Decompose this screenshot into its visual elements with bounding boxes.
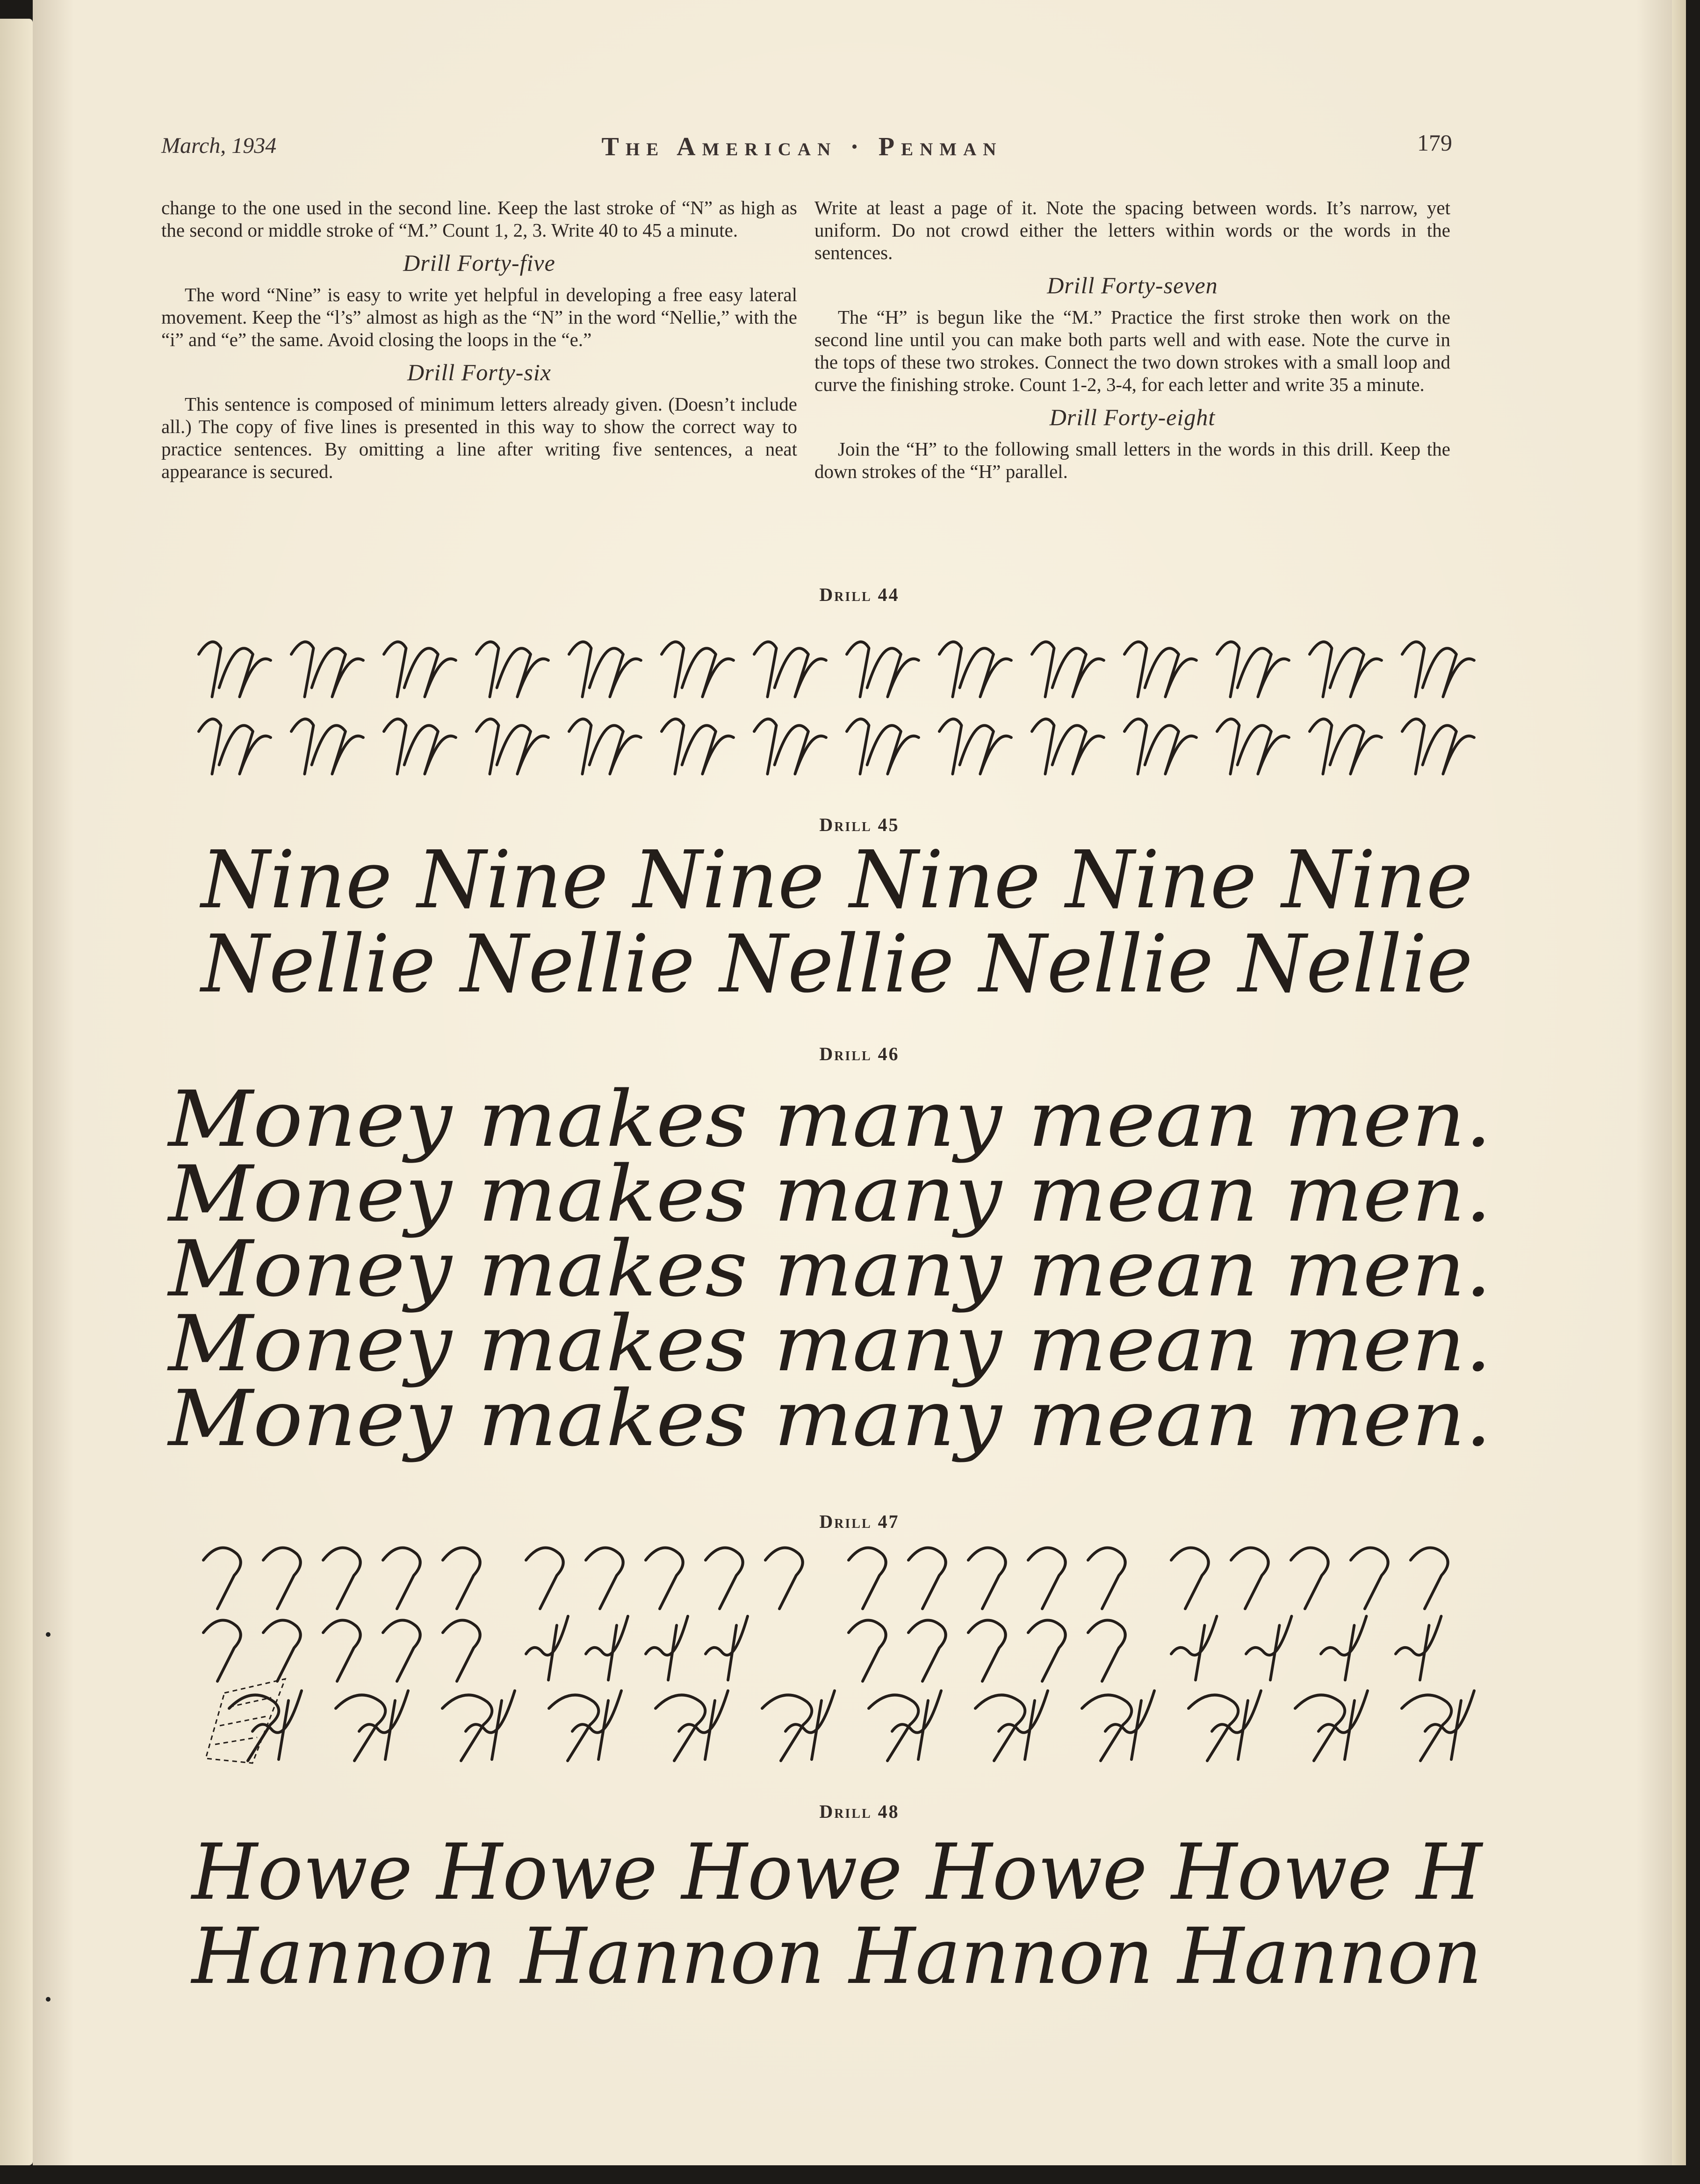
n-stroke [939, 642, 1011, 697]
h-cross-stroke [646, 1616, 688, 1680]
n-stroke [1402, 642, 1474, 697]
n-stroke [291, 719, 363, 774]
drill-48-script [33, 1829, 1686, 2006]
h-letter-stroke [656, 1691, 728, 1761]
facing-page-edge [0, 19, 33, 2165]
left-column [161, 196, 797, 489]
section-heading: Drill Forty-five [403, 250, 555, 276]
h-cap-stroke [849, 1620, 886, 1681]
h-cap-stroke [706, 1548, 743, 1609]
drill-44-script [33, 617, 1686, 786]
script-line: Nellie Nellie Nellie Nellie Nellie [199, 918, 1473, 1010]
n-stroke [1124, 719, 1196, 774]
n-stroke [939, 719, 1011, 774]
n-stroke [662, 719, 734, 774]
paragraph: Join the “H” to the following small letters in the words in this drill. Keep the down strokes of the “H” parallel. [814, 438, 1450, 482]
n-stroke [1032, 719, 1104, 774]
h-cap-stroke [526, 1548, 563, 1609]
n-stroke [1310, 642, 1382, 697]
magazine-title: The American · Penman [601, 132, 1003, 161]
margin-mark [46, 1632, 50, 1637]
h-cap-stroke [203, 1548, 241, 1609]
h-cap-stroke [443, 1620, 480, 1681]
h-letter-stroke [549, 1691, 621, 1761]
drill-48-label: Drill 48 [819, 1801, 900, 1822]
h-cap-stroke [765, 1548, 803, 1609]
section-heading: Drill Forty-eight [1049, 404, 1216, 430]
h-letter-stroke [336, 1691, 408, 1761]
h-cap-stroke [1088, 1548, 1125, 1609]
h-cap-stroke [646, 1548, 683, 1609]
n-stroke [1310, 719, 1382, 774]
section-heading: Drill Forty-six [407, 359, 552, 385]
section-heading: Drill Forty-seven [1047, 272, 1218, 298]
h-cap-stroke [1028, 1620, 1066, 1681]
h-practice-strokes [33, 1539, 1686, 1782]
drill-47-label: Drill 47 [819, 1511, 900, 1532]
issue-date: March, 1934 [161, 133, 277, 158]
h-cap-stroke [908, 1548, 946, 1609]
drill-46-label: Drill 46 [819, 1043, 900, 1064]
book-page [33, 0, 1686, 2165]
h-cross-stroke [1246, 1616, 1292, 1680]
h-letter-stroke [1295, 1691, 1368, 1761]
paragraph: Write at least a page of it. Note the spacing between words. It’s narrow, yet uniform. Do not crowd either the letters within words or the words in the sentences. [814, 197, 1450, 263]
h-letter-stroke [442, 1691, 515, 1761]
n-stroke [754, 642, 826, 697]
script-line: Money makes many mean men. [166, 1149, 1491, 1239]
script-line: Money makes many mean men. [166, 1374, 1491, 1463]
n-stroke [1032, 642, 1104, 697]
n-stroke [847, 642, 919, 697]
paragraph: This sentence is composed of minimum letters already given. (Doesn’t include all.) The copy of five lines is presented in this way to show the correct way to practice sentences. By omitting a line after writing five sentences, a neat appearance is secured. [161, 393, 797, 482]
h-cross-stroke [586, 1616, 628, 1680]
howe-hannon-script [33, 1829, 1686, 2006]
h-cap-stroke [323, 1548, 360, 1609]
script-line: Nine Nine Nine Nine Nine Nine [199, 842, 1473, 926]
h-letter-stroke [869, 1691, 941, 1761]
page-number: 179 [1417, 130, 1452, 156]
h-cap-stroke [263, 1620, 301, 1681]
n-stroke [569, 642, 641, 697]
h-cross-stroke [526, 1616, 568, 1680]
h-cap-stroke [323, 1620, 360, 1681]
drill-45-script [33, 842, 1686, 1010]
h-letter-stroke [975, 1691, 1048, 1761]
n-stroke [847, 719, 919, 774]
n-stroke [476, 719, 548, 774]
h-cap-stroke [1411, 1548, 1448, 1609]
script-line: Money makes many mean men. [166, 1224, 1491, 1314]
n-stroke [384, 642, 456, 697]
script-line: Money makes many mean men. [166, 1299, 1491, 1389]
drill-44-label: Drill 44 [819, 584, 900, 605]
n-stroke [291, 642, 363, 697]
money-sentence-script [33, 1071, 1686, 1473]
h-cap-stroke [908, 1620, 946, 1681]
n-stroke [199, 642, 271, 697]
h-cap-stroke [1231, 1548, 1268, 1609]
h-cross-stroke [1171, 1616, 1217, 1680]
h-cross-stroke [706, 1616, 748, 1680]
paragraph: The “H” is begun like the “M.” Practice the first stroke then work on the second line until you can make both parts well and with ease. Note the curve in the tops of these two strokes. Connect the two down strokes with a small loop and curve the finishing stroke. Count 1-2, 3-4, for each letter and write 35 a minute. [814, 306, 1450, 395]
n-stroke [1402, 719, 1474, 774]
h-cap-stroke [1088, 1620, 1125, 1681]
running-header [161, 126, 1452, 168]
right-column [814, 196, 1450, 489]
script-line: Howe Howe Howe Howe Howe H [190, 1829, 1484, 1917]
nine-nellie-script [33, 842, 1686, 1010]
h-letter-stroke [1402, 1691, 1474, 1761]
script-line: Hannon Hannon Hannon Hannon [190, 1911, 1483, 2001]
n-stroke [754, 719, 826, 774]
h-cap-stroke [849, 1548, 886, 1609]
h-cap-stroke [383, 1620, 420, 1681]
n-stroke [199, 719, 271, 774]
drill-45-label: Drill 45 [819, 814, 900, 835]
n-practice-strokes [33, 617, 1686, 786]
h-cap-stroke [1291, 1548, 1328, 1609]
drill-47-script [33, 1539, 1686, 1782]
paragraph: The word “Nine” is easy to write yet helpful in developing a free easy lateral movement. Keep the “l’s” almost as high as the “N” in the word “Nellie,” with the “i” and “e” the same. Avoid closing the loops in the “e.” [161, 284, 797, 350]
h-cross-stroke [1396, 1616, 1441, 1680]
h-cap-stroke [1028, 1548, 1066, 1609]
h-cap-stroke [263, 1548, 301, 1609]
h-cap-stroke [586, 1548, 623, 1609]
h-cap-stroke [203, 1620, 241, 1681]
n-stroke [569, 719, 641, 774]
h-cap-stroke [383, 1548, 420, 1609]
h-cap-stroke [968, 1548, 1006, 1609]
n-stroke [476, 642, 548, 697]
h-cap-stroke [443, 1548, 480, 1609]
h-cap-stroke [1171, 1548, 1209, 1609]
h-cap-stroke [1351, 1548, 1388, 1609]
h-letter-stroke [1082, 1691, 1154, 1761]
n-stroke [662, 642, 734, 697]
script-line: Money makes many mean men. [166, 1074, 1491, 1164]
h-letter-stroke [229, 1691, 302, 1761]
paragraph: change to the one used in the second line. Keep the last stroke of “N” as high as the second or middle stroke of “M.” Count 1, 2, 3. Write 40 to 45 a minute. [161, 197, 797, 241]
h-cap-stroke [968, 1620, 1006, 1681]
n-stroke [1217, 642, 1289, 697]
n-stroke [384, 719, 456, 774]
h-letter-stroke [762, 1691, 835, 1761]
margin-mark [46, 1997, 50, 2002]
h-letter-stroke [1189, 1691, 1261, 1761]
drill-46-script [33, 1071, 1686, 1473]
n-stroke [1217, 719, 1289, 774]
n-stroke [1124, 642, 1196, 697]
h-cross-stroke [1321, 1616, 1367, 1680]
